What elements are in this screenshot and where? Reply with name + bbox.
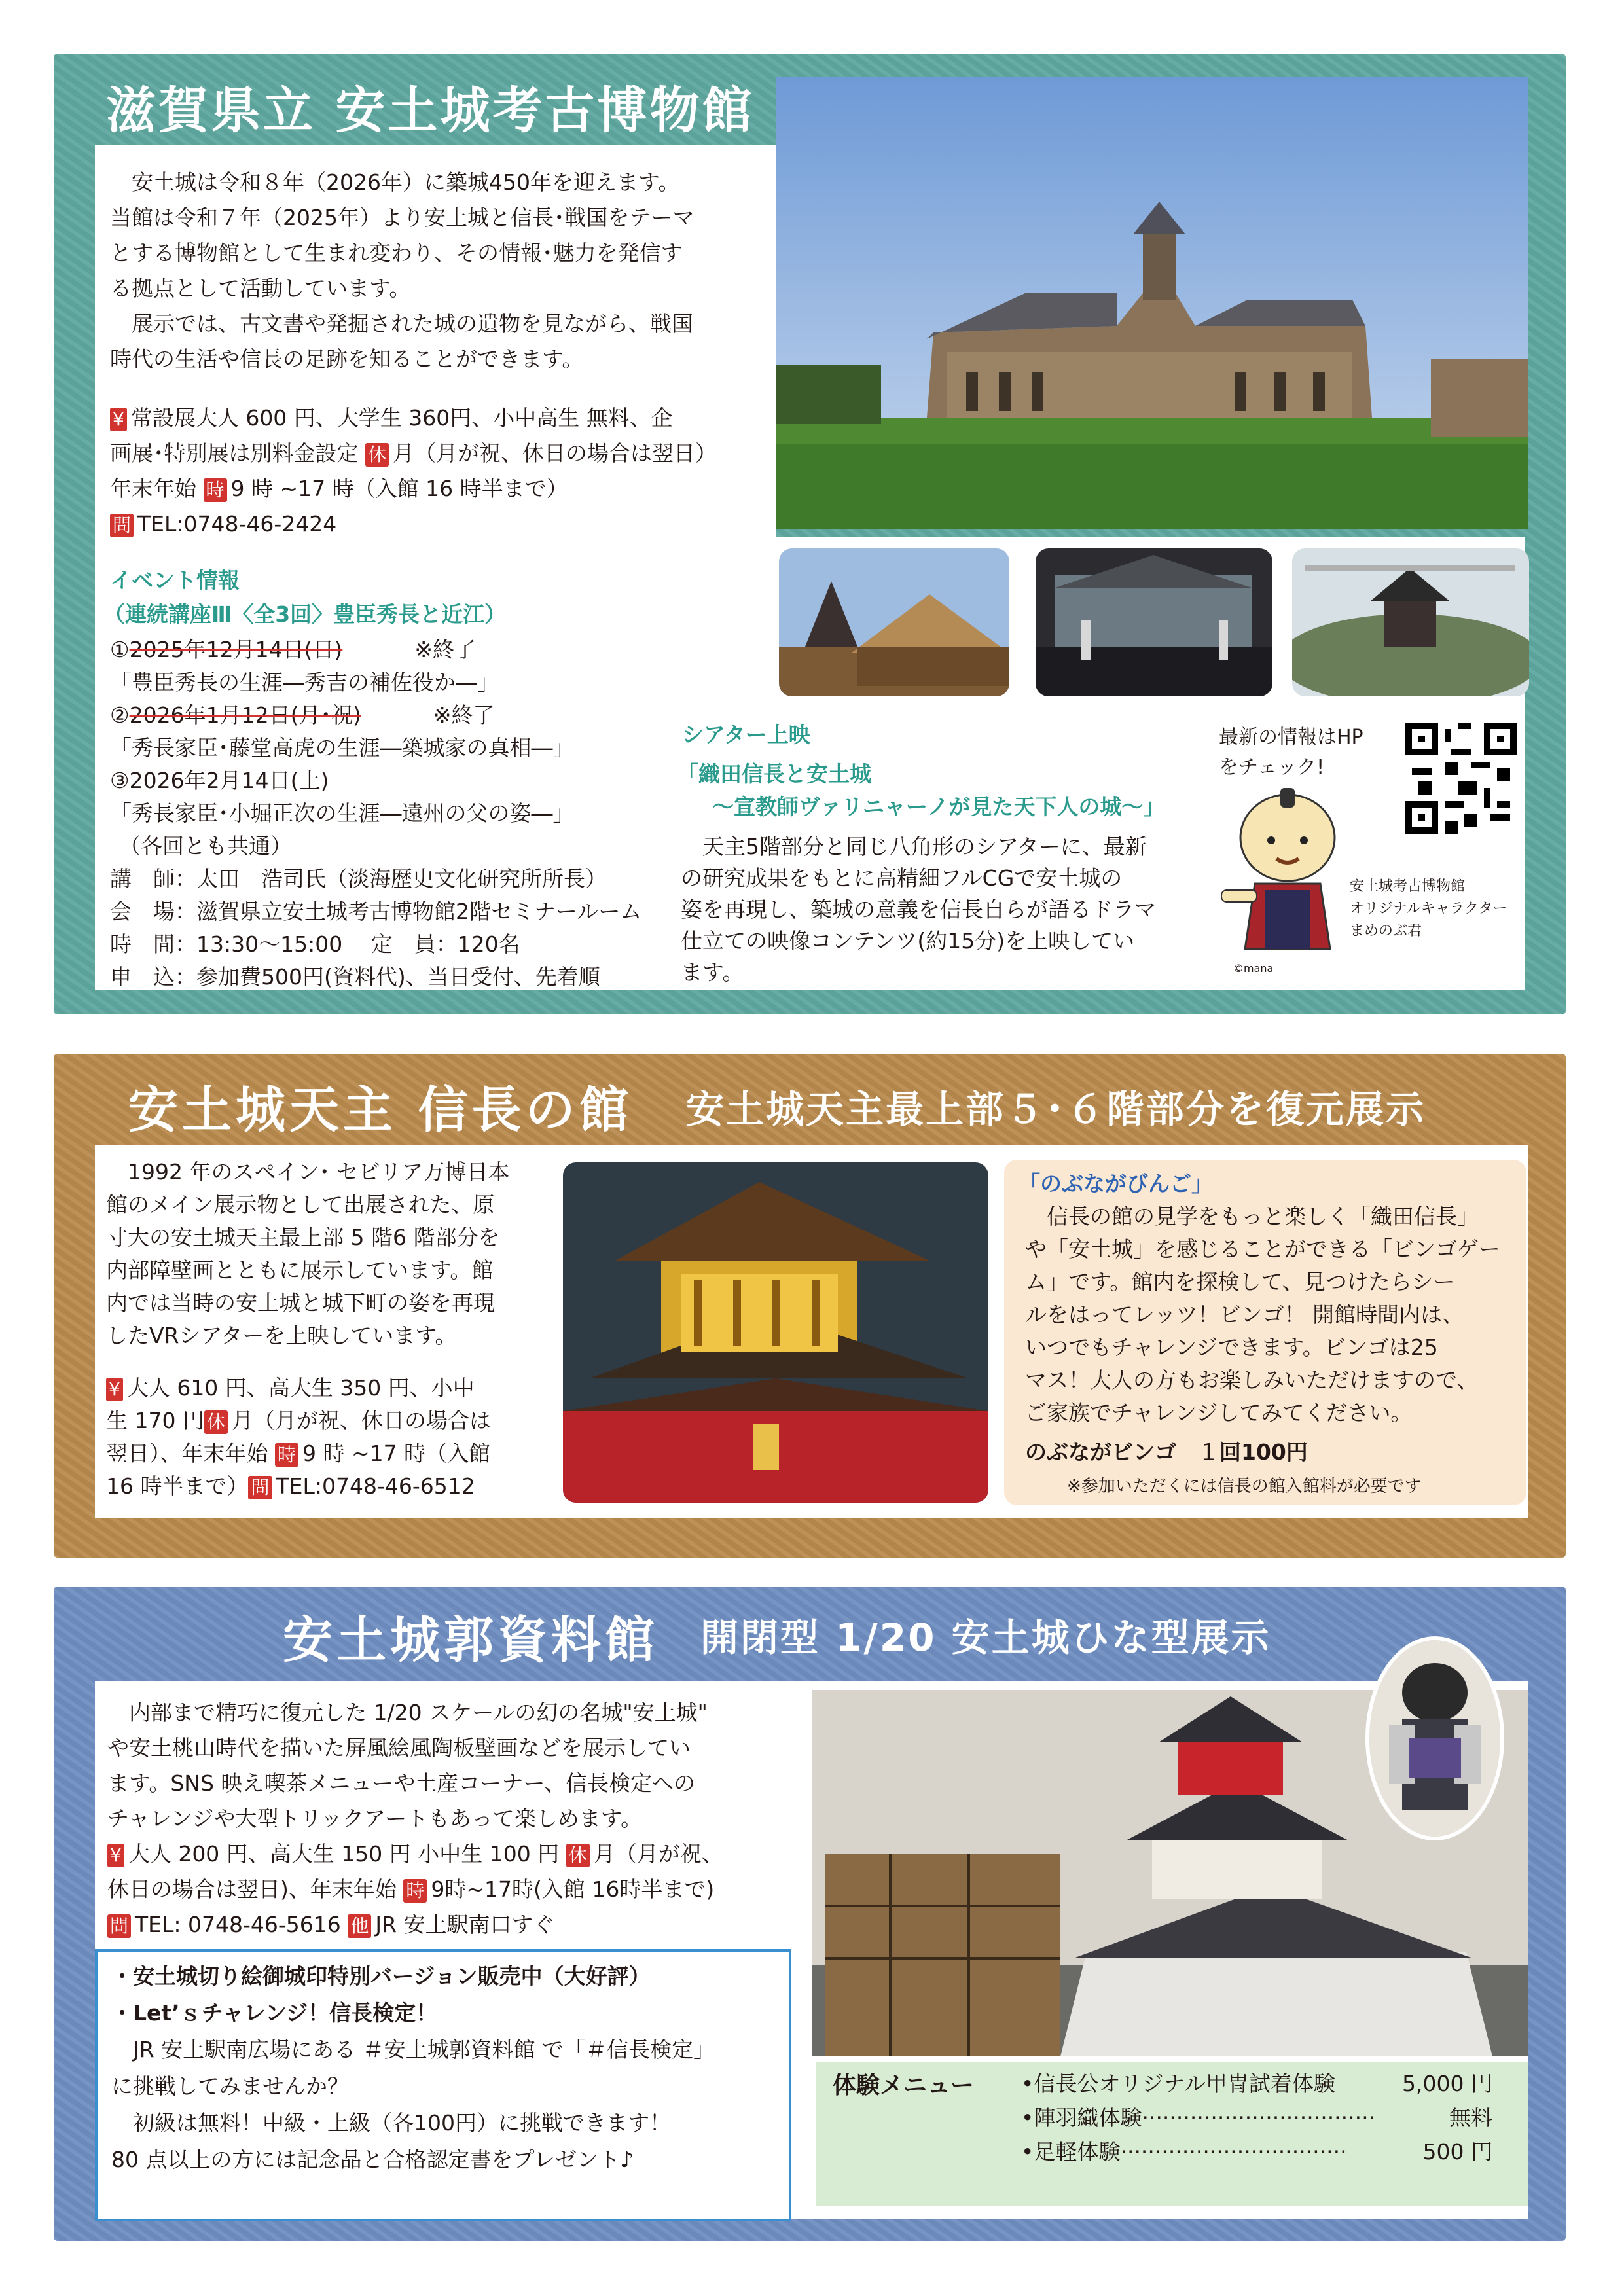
experience-menu-label: 体験メニュー: [833, 2072, 975, 2099]
nobunaga-subtitle: 安土城天主最上部５･６階部分を復元展示: [686, 1087, 1426, 1132]
event-heading: イベント情報: [110, 567, 240, 593]
event-1-status: ※終了: [414, 637, 476, 662]
nobunaga-title: 安土城天主 信長の館: [128, 1081, 633, 1139]
hp-note: 最新の情報はHP をチェック!: [1219, 726, 1363, 779]
mascot-mamenobu-icon: [1219, 785, 1356, 962]
museum-intro-line: 時代の生活や信長の足跡を知ることができます。: [110, 346, 584, 372]
theater-heading: シアター上映: [682, 722, 810, 747]
museum-tel[interactable]: TEL:0748-46-2424: [137, 511, 337, 537]
museum-intro: [110, 165, 778, 377]
museum-hours: 9 時 ~17 時（入館 16 時半まで）: [230, 476, 568, 501]
phone-icon: 問: [110, 514, 134, 537]
museum-intro-line: とする博物館として生まれ変わり、その情報･魅力を発信す: [110, 240, 683, 266]
event-1-date: 2025年12月14日(日): [129, 637, 343, 662]
phone-icon: 問: [107, 1914, 131, 1938]
museum-intro-line: 当館は令和７年（2025年）より安土城と信長･戦国をテーマ: [110, 205, 695, 230]
event-list: [110, 634, 686, 994]
clock-icon: 時: [204, 478, 227, 502]
experience-menu-list: [1021, 2067, 1492, 2169]
tenshu-replica-photo: [563, 1162, 988, 1503]
kuruwa-title: 安土城郭資料館: [283, 1611, 659, 1669]
event-2-title: 「秀長家臣･藤堂高虎の生涯―築城家の真相―」: [110, 735, 575, 761]
event-2: ②2026年1月12日(月･祝) ※終了: [110, 702, 495, 728]
bingo-note: ※参加いただくには信長の館入館料が必要です: [1067, 1477, 1422, 1496]
museum-closed-2: 年末年始: [110, 476, 196, 501]
event-detail-time: 時 間：13:30～15:00 定 員：120名: [110, 931, 520, 957]
theater-title: 「織田信長と安土城 ～宣教師ヴァリニャーノが見た天下人の城～」: [677, 761, 1165, 819]
yen-icon: ¥: [106, 1378, 123, 1401]
event-series: （連続講座Ⅲ〈全3回〉豊臣秀長と近江）: [103, 601, 507, 627]
museum-fee: 常設展大人 600 円、大学生 360円、小中高生 無料、企: [130, 405, 673, 431]
kuruwa-intro: 内部まで精巧に復元した 1/20 スケールの幻の名城"安土城" や安土桃山時代を描いた屏風絵風陶板壁画などを展示してい ます。SNS 映え喫茶メニューや土産コーナー、信長検定への チャレンジや大型トリックアートもあって楽しめます。: [107, 1700, 708, 1831]
bingo-price: のぶながビンゴ １回100円: [1025, 1439, 1308, 1465]
nobunaga-info: ¥ 大人 610 円、高大生 350 円、小中 生 170 円 休 月（月が祝、休日の場合は 翌日）、年末年始 時 9 時 ~17 時（入館 16 時半まで） 問 TEL:0748-46-6512: [106, 1375, 491, 1499]
kuruwa-notice: ・安土城切り絵御城印特別バージョン販売中（大好評） ・Let’ｓチャレンジ！信長検定！ JR 安土駅南広場にある ＃安土城郭資料館 で「＃信長検定」 に挑戦してみませんか？ 初級は無料！中級・上級（各100円）に挑戦できます！ 80 点以上の方には記念品と合格認定書をプレゼント♪: [111, 1964, 715, 2172]
event-3: ③2026年2月14日(土): [110, 768, 329, 793]
kuruwa-info: ¥ 大人 200 円、高大生 150 円 小中生 100 円 休 月（月が祝、 休日の場合は翌日)、年末年始 時 9時~17時(入館 16時半まで) 問 TEL: 0748-46-5616 他 JR 安土駅南口すぐ: [107, 1841, 723, 1937]
qr-code-icon[interactable]: [1405, 723, 1517, 834]
yen-icon: ¥: [107, 1844, 124, 1867]
event-2-status: ※終了: [433, 702, 495, 728]
event-3-date: 2026年2月14日(土): [129, 768, 329, 793]
museum-intro-line: 展示では、古文書や発掘された城の遺物を見ながら、戦国: [132, 311, 693, 336]
museum-info: [110, 401, 778, 542]
museum-intro-line: 安土城は令和８年（2026年）に築城450年を迎えます。: [132, 170, 680, 195]
kuruwa-subtitle: 開閉型 1/20 安土城ひな型展示: [700, 1615, 1271, 1660]
mascot-credit: ©mana: [1233, 962, 1274, 975]
bingo-title: 「のぶながびんご」: [1019, 1171, 1213, 1196]
event-1-title: 「豊臣秀長の生涯―秀吉の補佐役か―」: [110, 670, 499, 695]
event-3-title: 「秀長家臣･小堀正次の生涯―遠州の父の姿―」: [110, 800, 575, 826]
nobunaga-tel[interactable]: TEL:0748-46-6512: [276, 1473, 475, 1499]
closed-icon: 休: [204, 1410, 228, 1434]
kuruwa-tel[interactable]: TEL: 0748-46-5616: [135, 1912, 341, 1937]
event-detail-venue: 会 場：滋賀県立安土城考古博物館2階セミナールーム: [110, 899, 642, 924]
clock-icon: 時: [403, 1879, 427, 1903]
cg-scene-photo: [1036, 548, 1272, 696]
castle-interior-photo: [779, 548, 1009, 696]
event-detail-apply: 申 込：参加費500円(資料代)、当日受付、先着順: [110, 964, 600, 990]
bingo-body: 信長の館の見学をもっと楽しく「織田信長」 や「安土城」を感じることができる「ビンゴゲー ム」です。館内を探検して、見つけたらシー ルをはってレッツ！ビンゴ！ 開館時間内は、 いつでもチャレンジできます。ビンゴは25 マス！大人の方もお楽しみいただけますので、 ご家族でチャレンジしてみてください。: [1025, 1204, 1500, 1426]
menu-item-jinbaori: •陣羽織体験·································· 無料: [1021, 2105, 1492, 2130]
closed-icon: 休: [365, 443, 389, 467]
closed-icon: 休: [566, 1844, 590, 1867]
yen-icon: ¥: [110, 408, 127, 431]
event-common-note: （各回とも共通）: [119, 833, 292, 859]
train-icon: 他: [348, 1914, 371, 1938]
museum-title: 滋賀県立 安土城考古博物館: [106, 81, 755, 139]
museum-fee-2: 画展･特別展は別料金設定: [110, 440, 359, 466]
event-detail-lecturer: 講 師：太田 浩司氏（淡海歴史文化研究所所長）: [110, 866, 607, 891]
event-2-date: 2026年1月12日(月･祝): [129, 702, 361, 728]
clock-icon: 時: [275, 1443, 298, 1467]
armor-photo: [1365, 1636, 1504, 1840]
theater-body: 天主5階部分と同じ八角形のシアターに、最新 の研究成果をもとに高精細フルCGで安土城の 姿を再現し、築城の意義を信長自らが語るドラマ 仕立ての映像コンテンツ(約15分)を上映してい ます。: [681, 834, 1156, 985]
menu-item-ashigaru: •足軽体験································· 500 円: [1021, 2139, 1492, 2164]
phone-icon: 問: [248, 1476, 272, 1499]
menu-item-armor: •信長公オリジナル甲冑試着体験 5,000 円: [1021, 2071, 1492, 2096]
museum-intro-line: る拠点として活動しています。: [110, 276, 411, 301]
event-1: ①2025年12月14日(日) ※終了: [110, 637, 476, 662]
mascot-caption: 安土城考古博物館 オリジナルキャラクター まめのぶ君: [1350, 878, 1507, 939]
museum-building-photo: [776, 77, 1528, 529]
castle-model-cg-photo: [1292, 548, 1529, 696]
museum-closed: 月（月が祝、休日の場合は翌日）: [393, 440, 717, 466]
nobunaga-intro: 1992 年のスペイン･ セビリア万博日本 館のメイン展示物として出展された、原 寸大の安土城天主最上部 5 階6 階部分を 内部障壁画とともに展示しています。館 内では当時の安土城と城下町の姿を再現 したVRシアターを上映しています。: [106, 1159, 510, 1348]
